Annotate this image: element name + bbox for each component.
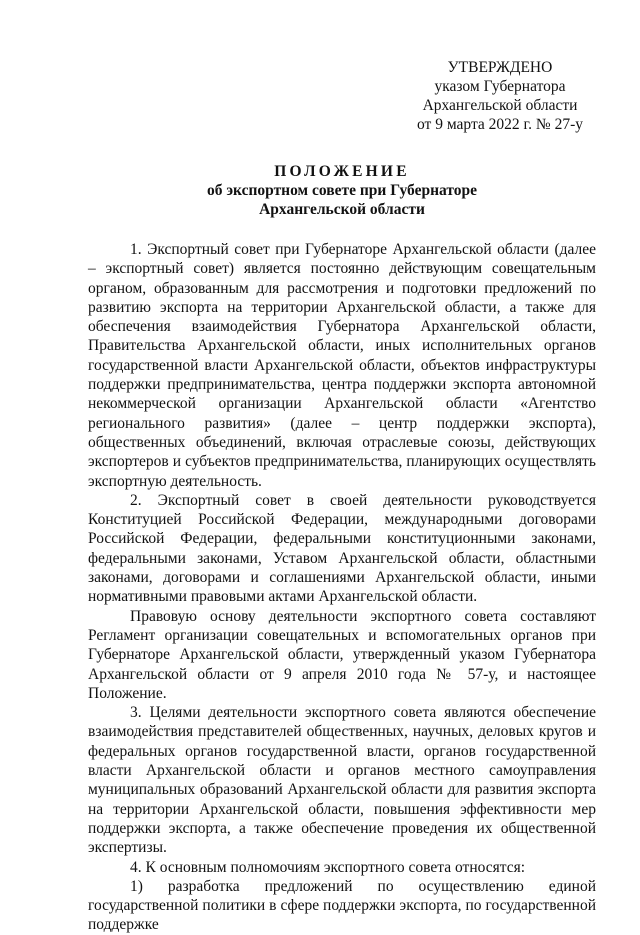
paragraph-1: 1. Экспортный совет при Губернаторе Архангельской области (далее – экспортный совет) является постоянно действующим совещательным органом, образованным для рассмотрения и подготовки предложений по развитию экспорта на территории Архангельской области, а также для обеспечения взаимодействия Губернатора Архангельской области, Правительства Архангельской области, иных исполнительных органов государственной власти Архангельской области, объектов инфраструктуры поддержки предпринимательства, центра поддержки экспорта автономной некоммерческой организации Архангельской области «Агентство регионального развития» (далее – центр поддержки экспорта), общественных объединений, включая отраслевые союзы, действующих экспортеров и субъектов предпринимательства, планирующих осуществлять экспортную деятельность.: [88, 241, 596, 490]
title-heading: ПОЛОЖЕНИЕ: [274, 163, 410, 180]
approval-date-number: от 9 марта 2022 г. № 27-у: [417, 116, 583, 133]
title-subtitle-line1: об экспортном совете при Губернаторе: [206, 182, 478, 199]
approval-authority: указом Губернатора: [434, 78, 566, 95]
paragraph-4: 4. К основным полномочиям экспортного совета относятся:: [130, 858, 526, 876]
approval-stamp: [400, 58, 600, 134]
approval-title: УТВЕРЖДЕНО: [447, 59, 553, 76]
paragraph-4-item-1: 1) разработка предложений по осуществлению единой государственной политики в сфере поддержки экспорта, по государственной поддержке: [88, 877, 596, 934]
paragraph-legal-basis: Правовую основу деятельности экспортного совета составляют Регламент организации совещательных и вспомогательных органов при Губернаторе Архангельской области, утвержденный указом Губернатора Архангельской области от 9 апреля 2010 года № 57-у, и настоящее Положение.: [88, 607, 596, 702]
document-title: [88, 162, 596, 219]
paragraph-2: 2. Экспортный совет в своей деятельности руководствуется Конституцией Российской Федерации, международными договорами Российской Федерации, федеральными конституционными законами, федеральными законами, Уставом Архангельской области, областными законами, договорами и соглашениями Архангельской области, иными нормативными правовыми актами Архангельской области.: [88, 491, 596, 606]
document-body: [88, 240, 596, 935]
approval-region: Архангельской области: [422, 97, 578, 114]
title-subtitle-line2: Архангельской области: [259, 201, 425, 218]
paragraph-3: 3. Целями деятельности экспортного совета являются обеспечение взаимодействия представителей общественных, научных, деловых кругов и федеральных органов государственной власти, органов государственной власти Архангельской области и органов местного самоуправления муниципальных образований Архангельской области для развития экспорта на территории Архангельской области, повышения эффективности мер поддержки экспорта, а также обеспечение проведения их общественной экспертизы.: [88, 704, 596, 857]
